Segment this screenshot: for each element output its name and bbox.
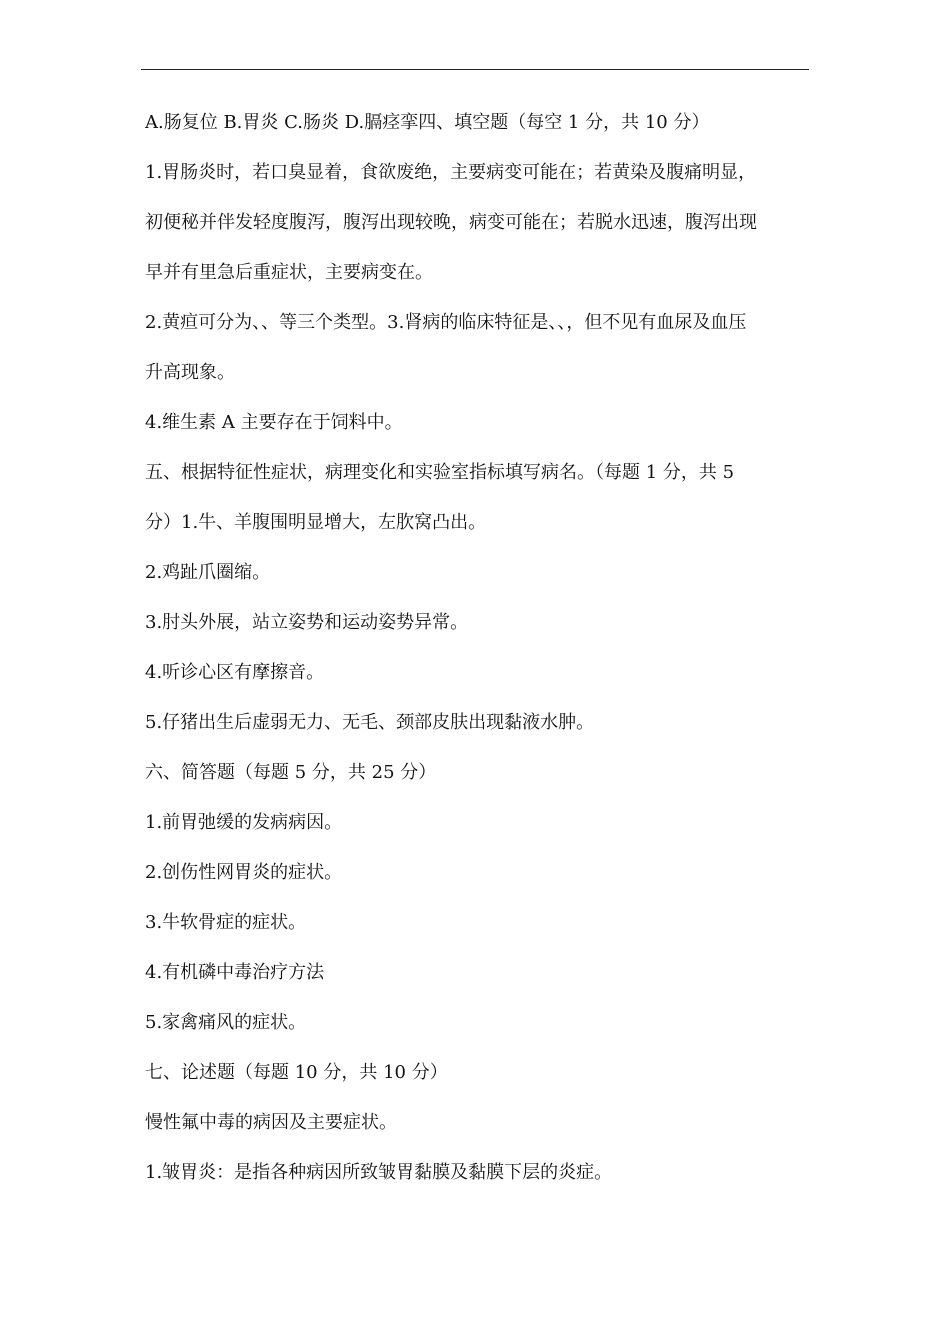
text-line: 5.仔猪出生后虚弱无力、无毛、颈部皮肤出现黏液水肿。 bbox=[145, 712, 595, 733]
text-line: 4.有机磷中毒治疗方法 bbox=[145, 962, 325, 983]
section-heading: 六、简答题（每题 5 分，共 25 分） bbox=[145, 762, 437, 783]
text-line: 初便秘并伴发轻度腹泻，腹泻出现较晚，病变可能在；若脱水迅速，腹泻出现 bbox=[145, 212, 757, 233]
text-line: 1.胃肠炎时，若口臭显着，食欲废绝，主要病变可能在；若黄染及腹痛明显， bbox=[145, 162, 757, 183]
text-line: 5.家禽痛风的症状。 bbox=[145, 1012, 307, 1033]
text-line: 慢性氟中毒的病因及主要症状。 bbox=[145, 1112, 397, 1133]
text-line: A.肠复位 B.胃炎 C.肠炎 D.膈痉挛四、填空题（每空 1 分，共 10 分） bbox=[145, 112, 710, 133]
text-line: 分）1.牛、羊腹围明显增大，左肷窝凸出。 bbox=[145, 512, 487, 533]
text-line: 3.牛软骨症的症状。 bbox=[145, 912, 307, 933]
section-heading: 七、论述题（每题 10 分，共 10 分） bbox=[145, 1062, 448, 1083]
text-line: 4.维生素 A 主要存在于饲料中。 bbox=[145, 412, 403, 433]
text-line: 2.创伤性网胃炎的症状。 bbox=[145, 862, 343, 883]
header-rule bbox=[141, 69, 809, 70]
text-line: 早并有里急后重症状，主要病变在。 bbox=[145, 262, 433, 283]
text-line: 2.黄疸可分为、、等三个类型。3.肾病的临床特征是、、，但不见有血尿及血压 bbox=[145, 312, 747, 333]
document-body bbox=[145, 98, 815, 1198]
text-line: 1.皱胃炎：是指各种病因所致皱胃黏膜及黏膜下层的炎症。 bbox=[145, 1162, 613, 1183]
section-heading: 五、根据特征性症状，病理变化和实验室指标填写病名。（每题 1 分，共 5 bbox=[145, 462, 735, 483]
text-line: 4.听诊心区有摩擦音。 bbox=[145, 662, 325, 683]
text-line: 3.肘头外展，站立姿势和运动姿势异常。 bbox=[145, 612, 469, 633]
text-line: 1.前胃弛缓的发病病因。 bbox=[145, 812, 343, 833]
text-line: 升高现象。 bbox=[145, 362, 235, 383]
text-line: 2.鸡趾爪圈缩。 bbox=[145, 562, 271, 583]
